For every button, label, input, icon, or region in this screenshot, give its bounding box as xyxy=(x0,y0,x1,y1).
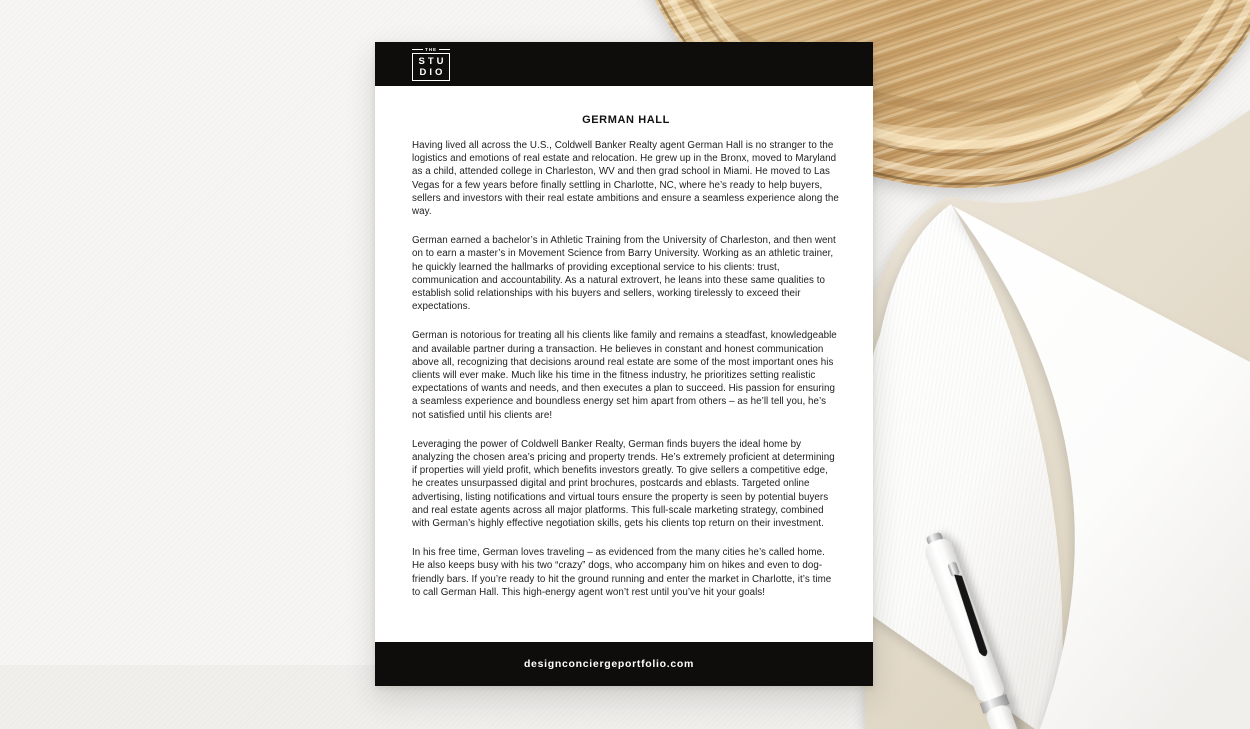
document-header xyxy=(375,42,873,86)
bio-paragraph: In his free time, German loves traveling – as evidenced from the many cities he’s called home. He also keeps busy with his two “crazy” dogs, who accompany him on hikes and even to dog-friendly bars. If you’re ready to hit the ground running and enter the market in Charlotte, it’s time to call German Hall. This high-energy agent won’t rest until you’ve hit your goals! xyxy=(412,547,832,598)
studio-logo-top xyxy=(412,47,450,52)
studio-logo xyxy=(412,47,450,81)
page-title: GERMAN HALL xyxy=(582,114,670,126)
logo-row-stu: STU xyxy=(418,56,447,67)
document-body xyxy=(375,86,873,599)
studio-logo-box xyxy=(412,53,450,81)
logo-the-text: THE xyxy=(425,47,437,52)
bio-paragraph: Leveraging the power of Coldwell Banker Realty, German finds buyers the ideal home by analyzing the chosen area’s pricing and property trends. He’s extremely proficient at determining if properties will yield profit, which benefits investors greatly. To give sellers a competitive edge, he creates unsurpassed digital and print brochures, postcards and eblasts. Targeted online advertising, listing notifications and virtual tours ensure the property is seen by potential buyers and real estate agents across all major platforms. This full-scale marketing strategy, combined with German’s highly effective negotiation skills, gets his clients top return on their investment. xyxy=(412,438,835,530)
footer-url: designconciergeportfolio.com xyxy=(523,658,695,670)
bio-paragraph: German earned a bachelor’s in Athletic Training from the University of Charleston, and then went on to earn a master’s in Movement Science from Barry University. Working as an athletic trainer, he quickly learned the hallmarks of providing exceptional service to his clients: trust, communication and accountability. As a natural extrovert, he leans into these same qualities to establish solid relationships with his buyers and sellers, working tirelessly to exceed their expectations. xyxy=(412,235,836,313)
bio-paragraph: German is notorious for treating all his clients like family and remains a steadfast, knowledgeable and available partner during a transaction. He believes in constant and honest communication above all, recognizing that decisions around real estate are some of the most important ones his clients will ever make. Much like his time in the fitness industry, he prioritizes setting realistic expectations of wants and needs, and then executes a plan to succeed. His passion for ensuring a seamless experience and boundless energy set him apart from others – as he’ll tell you, he’s not satisfied until his clients are! xyxy=(412,330,837,421)
document-footer xyxy=(375,642,873,686)
logo-rule-left xyxy=(412,49,423,50)
logo-row-dio: DIO xyxy=(419,66,446,78)
bio-document xyxy=(375,42,873,686)
bio-text xyxy=(412,139,840,599)
bio-paragraph: Having lived all across the U.S., Coldwell Banker Realty agent German Hall is no stranger to the logistics and emotions of real estate and relocation. He grew up in the Bronx, moved to Maryland as a child, attended college in Charleston, WV and then grad school in Miami. He moved to Las Vegas for a few years before finally settling in Charlotte, NC, where he’s ready to help buyers, sellers and investors with their real estate ambitions and ensure a seamless experience along the way. xyxy=(412,140,839,218)
logo-rule-right xyxy=(439,49,450,50)
